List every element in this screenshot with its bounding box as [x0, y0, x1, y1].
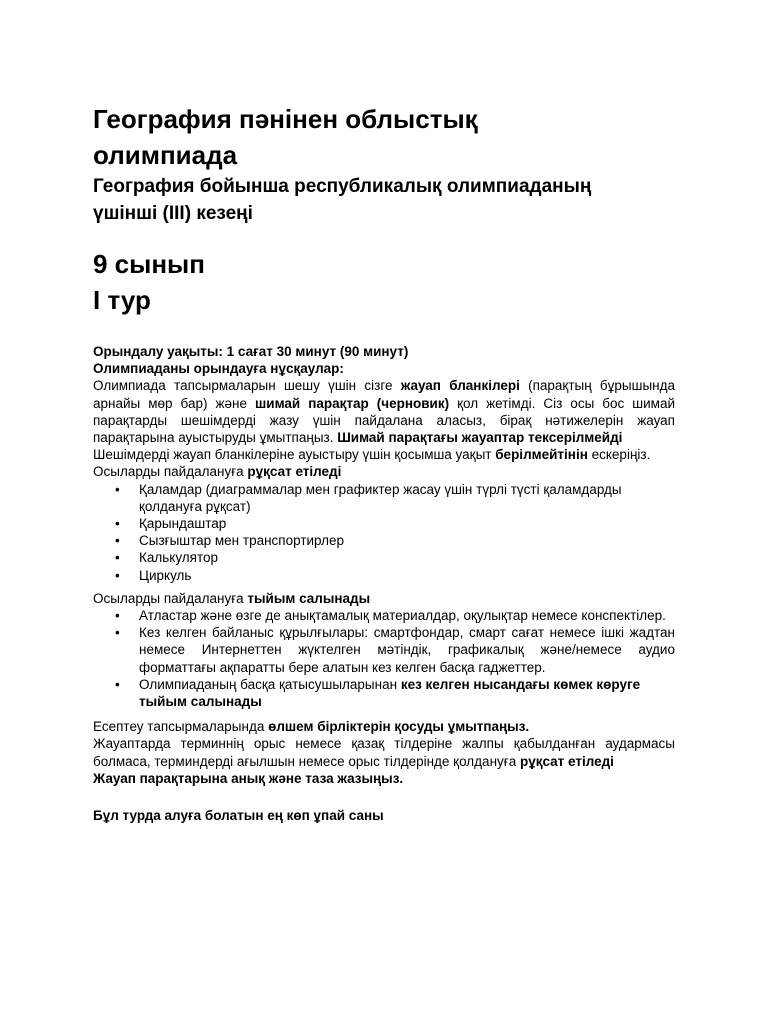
list-item	[115, 515, 675, 532]
list-item-text: Калькулятор	[139, 550, 219, 566]
list-item-text: Сызғыштар мен транспортирлер	[139, 533, 344, 549]
list-item	[115, 624, 675, 676]
forbidden-lead: Осыларды пайдалануға	[93, 590, 248, 606]
list-item-text: Кез келген байланыс құрылғылары: смартфондар, смарт сағат немесе ішкі жадтан немесе Интернеттен жүктелген мәтіндік, графикалық және/немесе аудио форматтағы ақпаратты бере алатын кез келген басқа гаджеттер.	[139, 625, 675, 675]
list-item	[115, 607, 675, 624]
answer-sheets-paragraph	[93, 377, 675, 446]
bullet-icon: •	[115, 533, 120, 549]
allowed-heading	[93, 463, 675, 480]
list-item	[115, 567, 675, 584]
list-item	[115, 532, 675, 549]
units-bold: өлшем бірліктерін қосуды ұмытпаңыз.	[268, 719, 530, 735]
bullet-icon: •	[115, 516, 120, 532]
subtitle-line-1: География бойынша республикалық олимпиаданың	[93, 176, 592, 197]
list-item-text: Циркуль	[139, 567, 192, 583]
para2-bold-1: берілмейтінін	[495, 447, 588, 463]
allowed-bold: рұқсат етіледі	[247, 464, 342, 480]
subtitle-line-2: үшінші (ІІІ) кезеңі	[93, 203, 253, 224]
bullet-icon: •	[115, 676, 120, 692]
tour-label: I тур	[93, 285, 151, 315]
allowed-list	[93, 481, 675, 584]
max-points-line: Бұл турда алуға болатын ең көп ұпай саны	[93, 808, 384, 824]
allowed-lead: Осыларды пайдалануға	[93, 464, 248, 480]
forbidden-bold: тыйым салынады	[247, 590, 371, 606]
para2-text-2: ескеріңіз.	[587, 447, 651, 463]
forbidden-list	[93, 607, 675, 710]
terms-text: Жауаптарда терминнің орыс немесе қазақ тілдеріне жалпы қабылданған аудармасы болмаса, терминдерді ағылшын немесе орыс тілдерінде қолдануға	[93, 736, 675, 769]
title-line-1: География пәнінен облыстық	[93, 104, 478, 134]
para1-bold-1: жауап бланкілері	[400, 378, 520, 394]
document-page	[93, 101, 675, 824]
time-line: Орындалу уақыты: 1 сағат 30 минут (90 минут)	[93, 344, 409, 359]
forbidden-heading	[93, 590, 675, 607]
terms-bold: рұқсат етіледі	[519, 753, 614, 769]
no-extra-time-paragraph	[93, 446, 675, 463]
terms-paragraph	[93, 735, 675, 769]
title-line-2: олимпиада	[93, 140, 238, 170]
list-item	[115, 549, 675, 566]
list-item-text: Қарындаштар	[139, 516, 227, 532]
list-item-bold: кез келген нысандағы көмек көруге тыйым салынады	[139, 676, 641, 710]
page-subtitle	[93, 173, 675, 227]
bullet-icon: •	[115, 567, 120, 583]
para1-bold-3: Шимай парақтағы жауаптар тексерілмейді	[337, 430, 623, 446]
para1-text-1: Олимпиада тапсырмаларын шешу үшін сізге	[93, 378, 401, 394]
list-item-text: Қаламдар (диаграммалар мен графиктер жасау үшін түрлі түсті қаламдарды қолдануға рұқсат)	[139, 481, 622, 514]
list-item-text: Олимпиаданың басқа қатысушыларынан	[139, 676, 401, 692]
bullet-icon: •	[115, 481, 120, 497]
para1-text-3: қол жетімді. Сіз осы бос шимай парақтарды шешімдерді жазу үшін пайдалана аласыз, бірақ нәтижелерін жауап парақтарына ауыстыруды ұмытпаңыз.	[93, 395, 675, 446]
clear-writing-line: Жауап парақтарына анық және таза жазыңыз.	[93, 770, 404, 786]
bullet-icon: •	[115, 625, 120, 641]
para2-text-1: Шешімдерді жауап бланкілеріне ауыстыру үшін қосымша уақыт	[93, 447, 496, 463]
grade-label: 9 сынып	[93, 249, 205, 279]
para1-bold-2: шимай парақтар (черновик)	[255, 395, 450, 411]
list-item-text: Атластар және өзге де анықтамалық материалдар, оқулықтар немесе конспектілер.	[139, 608, 666, 624]
instructions-heading: Олимпиаданы орындауға нұсқаулар:	[93, 361, 344, 377]
units-paragraph	[93, 718, 675, 735]
bullet-icon: •	[115, 608, 120, 624]
para1-text-2: (парақтың бұрышында арнайы мөр бар) және	[93, 378, 675, 411]
bullet-icon: •	[115, 550, 120, 566]
list-item	[115, 481, 675, 515]
units-text: Есептеу тапсырмаларында	[93, 719, 269, 735]
list-item	[115, 676, 675, 710]
document-body	[93, 343, 675, 824]
page-title	[93, 101, 675, 173]
grade-heading	[93, 246, 675, 318]
